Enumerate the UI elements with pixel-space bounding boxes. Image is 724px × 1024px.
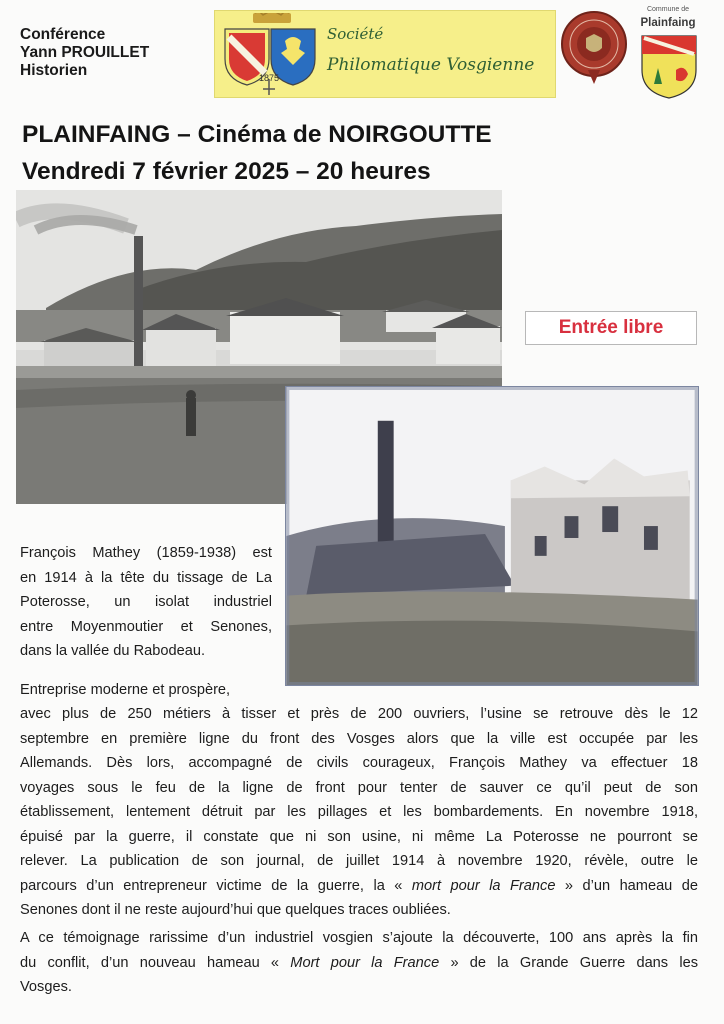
commune-shield-icon (640, 34, 698, 100)
story-line-4: Allemands. Dès lors, accompagné de civils courageux, François Mathey va effectuer 18 (20, 755, 698, 771)
coat-of-arms-icon (219, 13, 319, 97)
society-name-line1: Société (327, 25, 384, 43)
story-line-9 (20, 874, 698, 899)
story-line-9-a: parcours d’un entrepreneur victime de la guerre, la « (20, 877, 412, 894)
story-line-9-italic: mort pour la France (411, 877, 556, 894)
commune-name: Plainfaing (640, 17, 696, 29)
free-entry-badge: Entrée libre (525, 311, 697, 345)
discovery-line-1: A ce témoignage rarissime d’un industriel vosgien s’ajoute la découverte, 100 ans après la fin (20, 930, 698, 946)
discovery-line-2-italic: Mort pour la France (290, 954, 440, 971)
discovery-paragraph (20, 926, 698, 1000)
story-line-7: épuisé par la guerre, il constate que ni son usine, ni même La Poterosse ne pourront se (20, 828, 698, 845)
commune-badge (636, 6, 700, 102)
speaker-conference-label: Conférence (20, 26, 106, 43)
intro-line-3: Poterosse, un isolat industriel (20, 594, 272, 610)
discovery-line-2 (20, 951, 698, 976)
speaker-name: Yann PROUILLET (20, 44, 150, 61)
factory-ruins-photo (285, 386, 699, 686)
discovery-line-3: Vosges. (20, 979, 72, 995)
discovery-line-2-a: du conflit, d’un nouveau hameau « (20, 954, 291, 971)
story-line-1: Entreprise moderne et prospère, (20, 682, 231, 698)
intro-line-2: en 1914 à la tête du tissage de La (20, 569, 272, 586)
commune-label-small: Commune de (646, 6, 690, 13)
story-line-9-b: » d’un hameau de (555, 877, 699, 894)
event-date: Vendredi 7 février 2025 – 20 heures (22, 158, 431, 185)
discovery-line-2-b: » de la Grande Guerre dans les (439, 954, 698, 971)
story-line-3: septembre en première ligne du front des Vosges alors que la ville est occupée par les (20, 730, 698, 747)
story-line-8: relever. La publication de son journal, de juillet 1914 à novembre 1920, révèle, outre le (20, 853, 698, 869)
story-line-6: établissement, lentement détruit par les pillages et les bombardements. En novembre 1918, (20, 804, 698, 820)
intro-paragraph (20, 541, 272, 664)
society-seal-icon (558, 10, 630, 86)
story-paragraph-start (20, 678, 272, 703)
intro-line-5: dans la vallée du Rabodeau. (20, 643, 205, 659)
speaker-block (20, 26, 149, 80)
story-line-10: Senones dont il ne reste aujourd’hui que quelques traces oubliées. (20, 902, 451, 918)
intro-line-4: entre Moyenmoutier et Senones, (20, 618, 272, 635)
society-name-line2: Philomatique Vosgienne (327, 55, 535, 75)
society-year: 1875 (259, 73, 280, 83)
intro-line-1: François Mathey (1859-1938) est (20, 545, 272, 561)
story-line-5: voyages sous le feu de la ligne de front pour tenter de sauver ce qu’il peut de son (20, 779, 698, 796)
speaker-role: Historien (20, 62, 88, 79)
story-line-2: avec plus de 250 métiers à tisser et près de 200 ouvriers, l’usine se retrouve dès le 12 (20, 706, 698, 722)
story-paragraph (20, 702, 698, 923)
event-title: PLAINFAING – Cinéma de NOIRGOUTTE (22, 121, 492, 148)
society-banner (214, 10, 556, 98)
